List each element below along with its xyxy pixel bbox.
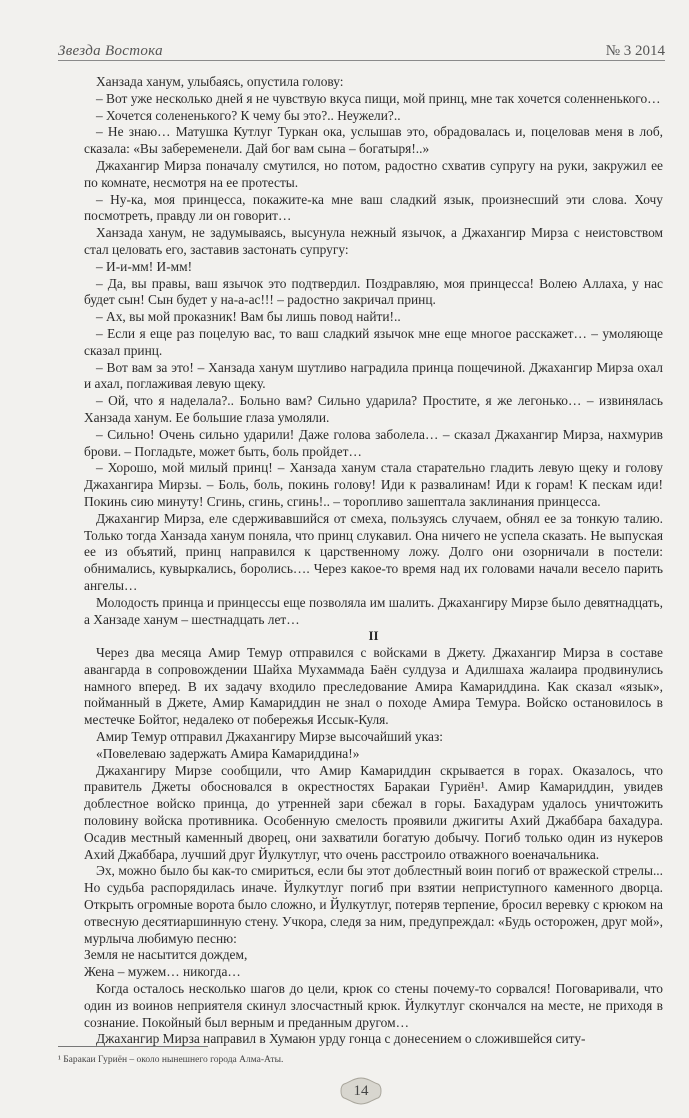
page-number-badge (338, 1076, 384, 1106)
page-number: 14 (353, 1082, 369, 1099)
paragraph: – Вот вам за это! – Ханзада ханум шутливо наградила принца пощечиной. Джахангир Мирза охал и ахал, поглаживая левую щеку. (84, 359, 663, 392)
paragraph: – Если я еще раз поцелую вас, то ваш сладкий язычок мне еще многое расскажет… – умоляюще сказал принц. (84, 325, 663, 358)
section-heading: II (368, 628, 379, 644)
footnote-divider (58, 1046, 208, 1047)
paragraph: – Да, вы правы, ваш язычок это подтвердил. Поздравляю, моя принцесса! Волею Аллаха, у нас будет сын! Сын будет у на-а-ас!!! – радостно закричал принц. (84, 275, 663, 308)
paragraph: – Не знаю… Матушка Кутлуг Туркан ока, услышав это, обрадовалась и, поцеловав меня в лоб, сказала: «Вы забеременели. Дай бог вам сына – богатыря!..» (84, 124, 663, 157)
paragraph: Джахангир Мирза, еле сдерживавшийся от смеха, пользуясь случаем, обнял ее за тонкую талию. Только тогда Ханзада ханум поняла, что принц слукавил. Она ничего не успела сказать. Не выпуская ее из объятий, принц направился к царственному ложу. Долго они озорничали в постели: обнимались, кувыркались, боролись…. Через какое-то время над их головами начали весело парить ангелы… (84, 510, 663, 593)
paragraph: Амир Темур отправил Джахангиру Мирзе высочайший указ: (96, 729, 443, 745)
article-body (84, 74, 663, 1048)
paragraph: Когда осталось несколько шагов до цели, крюк со стены почему-то сорвался! Поговаривали, что один из воинов неприятеля скинул злосчастный крюк. Йулкутлуг скончался на месте, не приходя в сознание. Покойный был верным и преданным другом… (84, 981, 663, 1030)
paragraph: Джахангир Мирза поначалу смутился, но потом, радостно схватив супругу на руки, закружил ее по комнате, несмотря на ее протесты. (84, 157, 663, 190)
paragraph: Джахангир Мирза направил в Хумаюн урду гонца с донесением о сложившейся ситу- (96, 1031, 586, 1047)
paragraph: Ханзада ханум, не задумываясь, высунула нежный язычок, а Джахангир Мирза с неистовством стал целовать его, заставив застонать супругу: (84, 225, 663, 257)
paragraph: – Сильно! Очень сильно ударили! Даже голова заболела… – сказал Джахангир Мирза, нахмурив брови. – Погладьте, может быть, боль пройдет… (84, 426, 663, 459)
paragraph: – Ну-ка, моя принцесса, покажите-ка мне ваш сладкий язык, произнесший эти слова. Хочу посмотреть, правду ли он говорит… (84, 191, 663, 224)
paragraph: – Ой, что я наделала?.. Больно вам? Сильно ударила? Простите, я же легонько… – извинялась Ханзада ханум. Ее большие глаза умоляли. (84, 393, 663, 425)
issue-number: № 3 2014 (605, 43, 665, 59)
paragraph: Джахангиру Мирзе сообщили, что Амир Камариддин скрывается в горах. Оказалось, что правитель Джеты обосновался в окрестностях Баракаи Гуриён¹. Амир Камариддин, увидев доблестное войско принца, до утренней зари сбежал в горы. Бахадурам удалось уничтожить половину войска противника. Особенную смелость проявили джигиты Ахий Джаббара бахадура. Осадив местный каменный дворец, они захватили богатую добычу. Погиб только один из нукеров Ахий Джаббара, лучший друг Йулкутлуг, что очень расстроило отважного военачальника. (84, 762, 663, 862)
paragraph: – Вот уже несколько дней я не чувствую вкуса пищи, мой принц, мне так хочется соленненького… (96, 90, 661, 106)
magazine-title: Звезда Востока (58, 43, 163, 59)
paragraph: «Повелеваю задержать Амира Камариддина!» (96, 745, 360, 761)
paragraph: – И-и-мм! И-мм! (96, 258, 193, 274)
paragraph: Молодость принца и принцессы еще позволяла им шалить. Джахангиру Мирзе было девятнадцать, а Ханзаде ханум – шестнадцать лет… (84, 594, 663, 627)
poem-line: Земля не насытится дождем, (84, 947, 248, 963)
footnote: ¹ Баракаи Гуриён – около нынешнего города Алма-Аты. (58, 1055, 284, 1065)
paragraph: Ханзада ханум, улыбаясь, опустила голову: (96, 74, 344, 89)
poem-line: Жена – мужем… никогда… (84, 964, 241, 980)
paragraph: Эх, можно было бы как-то смириться, если бы этот доблестный воин погиб от вражеской стрелы... Но судьба распорядилась иначе. Йулкутлуг погиб при взятии неприступного каменного дворца. Открыть огромные ворота было сложно, и Йулкутлуг, потеряв терпение, бросил веревку с крюком на отвесную десятиаршинную стену. Учкора, следя за ним, предупреждал: «Будь осторожен, друг мой», мурлыча любимую песню: (84, 863, 663, 946)
paragraph: – Хочется солененького? К чему бы это?.. Неужели?.. (96, 107, 401, 123)
paragraph: – Хорошо, мой милый принц! – Ханзада ханум стала старательно гладить левую щеку и голову Джахангира Мирзы. – Боль, боль, покинь голову! Иди к развалинам! Иди к горам! К пескам иди! Покинь сию минуту! Сгинь, сгинь, сгинь!.. – торопливо зашептала заклинания принцесса. (84, 460, 663, 509)
running-header (58, 40, 665, 61)
paragraph: – Ах, вы мой проказник! Вам бы лишь повод найти!.. (96, 309, 401, 325)
paragraph: Через два месяца Амир Темур отправился с войсками в Джету. Джахангир Мирза в составе авангарда в сопровождении Шайха Мухаммада Баён сулдуза и Адилшаха жалаира продвинулись намного вперед. В их задачу входило преследование Амира Камариддина. Как сказал «язык», пойманный в Джете, Амир Камариддин не знал о походе Амира Темура. Войско остановилось в местечке Бойтог, недалеко от побережья Иссык-Куля. (84, 645, 663, 728)
